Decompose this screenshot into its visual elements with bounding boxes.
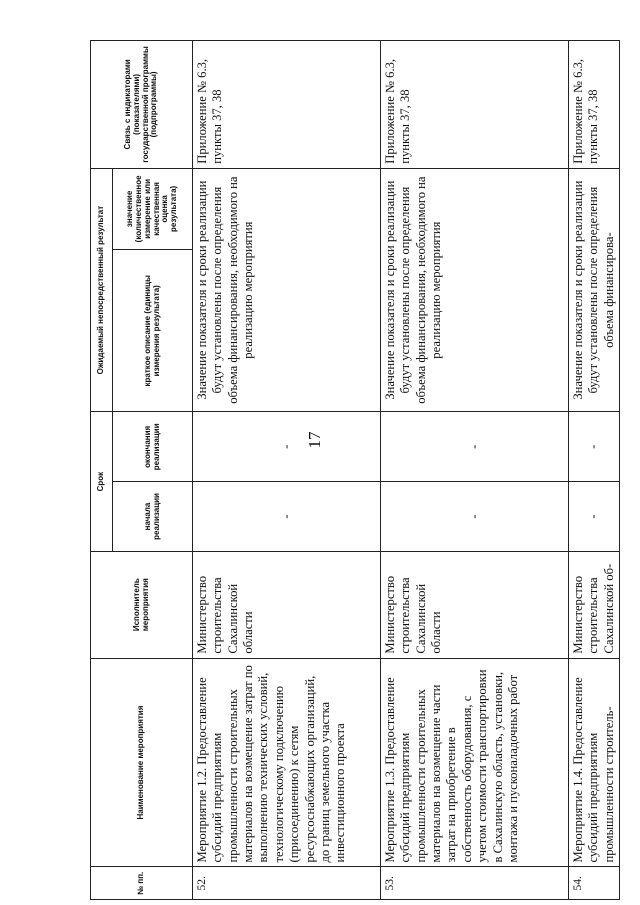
- header-term: Срок: [91, 412, 113, 551]
- term-end: -: [569, 412, 620, 482]
- header-term-start: начала реализации: [113, 482, 193, 552]
- measures-table: [90, 40, 620, 900]
- header-name: Наименование мероприятия: [91, 658, 193, 867]
- header-expected: Ожидаемый непосредственный результат: [91, 168, 113, 412]
- header-executor: Исполнитель мероприятия: [91, 551, 193, 658]
- page-number: 17: [305, 431, 324, 449]
- table-row: [381, 41, 569, 900]
- executor: Министерство строительства Сахалинской области: [381, 551, 569, 658]
- term-start: -: [569, 482, 620, 552]
- header-short-desc: краткое описание (единицы измерения результата): [113, 250, 193, 413]
- measure-name: Мероприятие 1.3. Предоставление субсидий предприятиям промышленности строительных материалов на возмещение части затрат на приобретение в собственность оборудования, с учетом стоимости транспортировки в Сахалинскую область, установки, монтажа и пусконаладочных работ: [381, 658, 569, 867]
- indicator-link: Приложение № 6.3, пункты 37, 38: [381, 41, 569, 169]
- document-sheet: [90, 40, 620, 900]
- row-number: 54.: [569, 867, 620, 900]
- row-number: 52.: [193, 867, 381, 900]
- term-end: -: [193, 412, 381, 482]
- indicator-link: Приложение № 6.3, пункты 37, 38: [193, 41, 381, 169]
- header-link: Связь с индикаторами (показателями) государственной программы (подпрограммы): [91, 41, 193, 169]
- measure-name: Мероприятие 1.2. Предоставление субсидий предприятиям промышленности строительных материалов на возмещение затрат по выполнению технических условий, технологическому подключению (присоединению) к сетям ресурсоснабжающих организаций, до границ земельного участка инвестиционного проекта: [193, 658, 381, 867]
- rotated-table-wrap: [90, 40, 620, 900]
- table-row: [569, 41, 620, 900]
- executor: Министерство строительства Сахалинской об-: [569, 551, 620, 658]
- header-num: № пп.: [91, 867, 193, 900]
- row-number: 53.: [381, 867, 569, 900]
- expected-result: Значение показателя и сроки реализации будут установлены после определения объема финансирова-: [569, 168, 620, 412]
- header-value: значение (количественное измерение или качественная оценка результата): [113, 168, 193, 249]
- measure-name: Мероприятие 1.4. Предоставление субсидий предприятиям промышленности строитель-: [569, 658, 620, 867]
- expected-result: Значение показателя и сроки реализации будут установлены после определения объема финансирования, необходимого на реализацию мероприятия: [381, 168, 569, 412]
- term-start: -: [381, 482, 569, 552]
- term-end: -: [381, 412, 569, 482]
- header-term-end: окончания реализации: [113, 412, 193, 482]
- table-row: [193, 41, 381, 900]
- indicator-link: Приложение № 6.3, пункты 37, 38: [569, 41, 620, 169]
- executor: Министерство строительства Сахалинской области: [193, 551, 381, 658]
- term-start: -: [193, 482, 381, 552]
- expected-result: Значение показателя и сроки реализации будут установлены после определения объема финансирования, необходимого на реализацию мероприятия: [193, 168, 381, 412]
